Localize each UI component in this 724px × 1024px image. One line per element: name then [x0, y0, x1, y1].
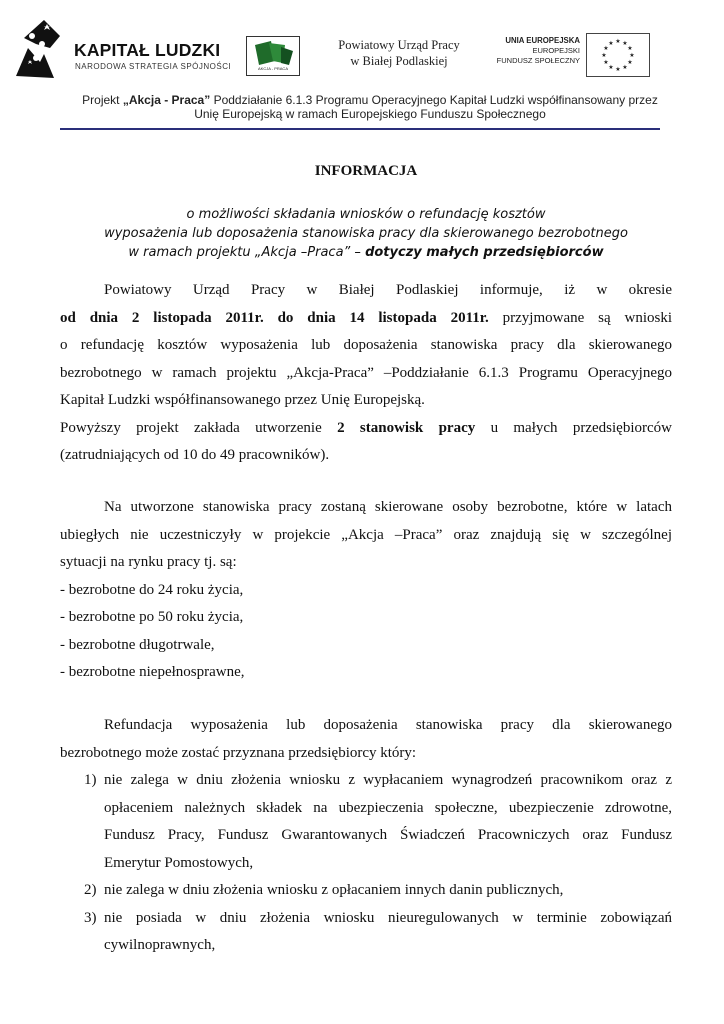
- paragraph-1-line-4: bezrobotnego w ramach projektu „Akcja-Praca” –Poddziałanie 6.1.3 Programu Operacyjnego: [60, 364, 672, 381]
- list-item: - bezrobotne niepełnosprawne,: [60, 664, 245, 680]
- svg-text:★: ★: [608, 64, 614, 71]
- list-item: - bezrobotne po 50 roku życia,: [60, 609, 244, 625]
- svg-text:★: ★: [629, 52, 635, 59]
- subheading-line-1: o możliwości składania wniosków o refundację kosztów: [186, 207, 546, 222]
- akcja-praca-logo: [246, 36, 300, 76]
- document-heading: INFORMACJA: [314, 163, 418, 179]
- numbered-item-1: [60, 767, 672, 877]
- paragraph-1: [60, 277, 672, 470]
- item-number: 3): [84, 909, 97, 926]
- svg-text:★: ★: [622, 40, 628, 47]
- project-line-1: [50, 93, 690, 107]
- subheading-line-3-plain: w ramach projektu „Akcja –Praca” –: [128, 245, 366, 260]
- numbered-item-2: [60, 877, 672, 905]
- header-divider: [60, 128, 660, 130]
- item-number: 1): [84, 772, 97, 788]
- svg-text:★: ★: [622, 64, 628, 71]
- subheading-line-2: wyposażenia lub doposażenia stanowiska pracy dla skierowanego bezrobotnego: [104, 226, 628, 241]
- kapital-ludzki-title: KAPITAŁ LUDZKI: [74, 40, 221, 60]
- paragraph-1-line-5: Kapitał Ludzki współfinansowanego przez Unię Europejską.: [60, 392, 425, 408]
- item-2-line-1: nie zalega w dniu złożenia wniosku z opłacaniem innych danin publicznych,: [104, 882, 564, 898]
- paragraph-2-line-1-a: Powyższy projekt zakłada utworzenie: [60, 419, 338, 436]
- akcja-praca-logo-text: AKCJA - PRACA: [257, 66, 288, 71]
- paragraph-1-line-3: o refundację kosztów wyposażenia lub doposażenia stanowiska pracy dla skierowanego: [60, 337, 672, 353]
- svg-text:★: ★: [627, 59, 633, 66]
- eu-text: [484, 36, 580, 66]
- project-name: „Akcja - Praca”: [122, 93, 211, 107]
- positions-count: 2 stanowisk pracy: [337, 419, 476, 436]
- project-prefix: Projekt: [82, 93, 123, 107]
- kapital-ludzki-subtitle: NARODOWA STRATEGIA SPÓJNOŚCI: [75, 62, 232, 71]
- date-range: od dnia 2 listopada 2011r. do dnia 14 listopada 2011r.: [60, 309, 489, 326]
- paragraph-3: [60, 494, 672, 687]
- eu-line-2: EUROPEJSKI: [532, 46, 580, 55]
- svg-text:★: ★: [627, 45, 633, 52]
- svg-text:★: ★: [603, 45, 609, 52]
- item-1-line-3: Fundusz Pracy, Fundusz Gwarantowanych Świadczeń Pracowniczych oraz Fundusz: [104, 827, 672, 843]
- item-1-line-2: opłaceniem należnych składek na ubezpieczenia społeczne, ubezpieczenie zdrowotne,: [104, 799, 672, 816]
- item-3-line-1: nie posiada w dniu złożenia wniosku nieuregulowanych w terminie zobowiązań: [104, 909, 672, 926]
- eu-stars-icon: [587, 34, 649, 76]
- list-item: - bezrobotne do 24 roku życia,: [60, 581, 244, 598]
- subheading-line-3-bold: dotyczy małych przedsiębiorców: [365, 245, 604, 260]
- svg-text:★: ★: [603, 59, 609, 66]
- eu-flag: [586, 33, 650, 77]
- kapital-ludzki-emblem-icon: [14, 18, 72, 80]
- numbered-item-3: [60, 905, 672, 960]
- svg-text:★: ★: [615, 38, 621, 45]
- item-number: 2): [84, 882, 97, 898]
- svg-text:★: ★: [601, 52, 607, 59]
- paragraph-4-line-2: bezrobotnego może zostać przyznana przedsiębiorcy który:: [60, 744, 417, 761]
- item-3-line-2: cywilnoprawnych,: [104, 937, 216, 953]
- office-name: [318, 37, 480, 69]
- project-banner: [50, 93, 690, 121]
- paragraph-1-line-2-rest: przyjmowane są wnioski: [488, 309, 673, 326]
- paragraph-2-line-1-b: u małych przedsiębiorców: [475, 419, 672, 436]
- paragraph-2-line-2: (zatrudniających od 10 do 49 pracowników).: [60, 447, 330, 463]
- paragraph-1-line-1: Powiatowy Urząd Pracy w Białej Podlaskiej informuje, iż w okresie: [104, 282, 672, 298]
- subheading-line-3: [60, 243, 672, 262]
- eu-line-1: UNIA EUROPEJSKA: [505, 36, 580, 45]
- svg-text:★: ★: [615, 66, 621, 73]
- paragraph-3-line-3: sytuacji na rynku pracy tj. są:: [60, 554, 237, 570]
- paragraph-3-line-2: ubiegłych nie uczestniczyły w projekcie „Akcja –Praca” oraz znajdują się w szczególnej: [60, 526, 672, 543]
- paragraph-2-line-1: [60, 415, 672, 443]
- list-item: - bezrobotne długotrwale,: [60, 636, 215, 653]
- paragraph-4-line-1: Refundacja wyposażenia lub doposażenia stanowiska pracy dla skierowanego: [104, 717, 672, 733]
- item-1-line-1: nie zalega w dniu złożenia wniosku z wypłacaniem wynagrodzeń pracownikom oraz z: [104, 772, 672, 788]
- kapital-ludzki-logo: [14, 18, 230, 82]
- paragraph-4: [60, 712, 672, 960]
- svg-text:★: ★: [608, 40, 614, 47]
- office-line-2: w Białej Podlaskiej: [350, 54, 448, 68]
- document-subheading: [60, 205, 672, 262]
- item-1-line-4: Emerytur Pomostowych,: [104, 854, 254, 871]
- project-line-1-rest: Poddziałanie 6.1.3 Programu Operacyjnego Kapitał Ludzki współfinansowany przez: [210, 93, 658, 107]
- paragraph-3-line-1: Na utworzone stanowiska pracy zostaną skierowane osoby bezrobotne, które w latach: [104, 499, 672, 515]
- eu-line-3: FUNDUSZ SPOŁECZNY: [496, 56, 580, 65]
- office-line-1: Powiatowy Urząd Pracy: [338, 38, 460, 52]
- project-line-2: Unię Europejską w ramach Europejskiego Funduszu Społecznego: [194, 107, 546, 121]
- paragraph-1-line-2: [60, 305, 672, 333]
